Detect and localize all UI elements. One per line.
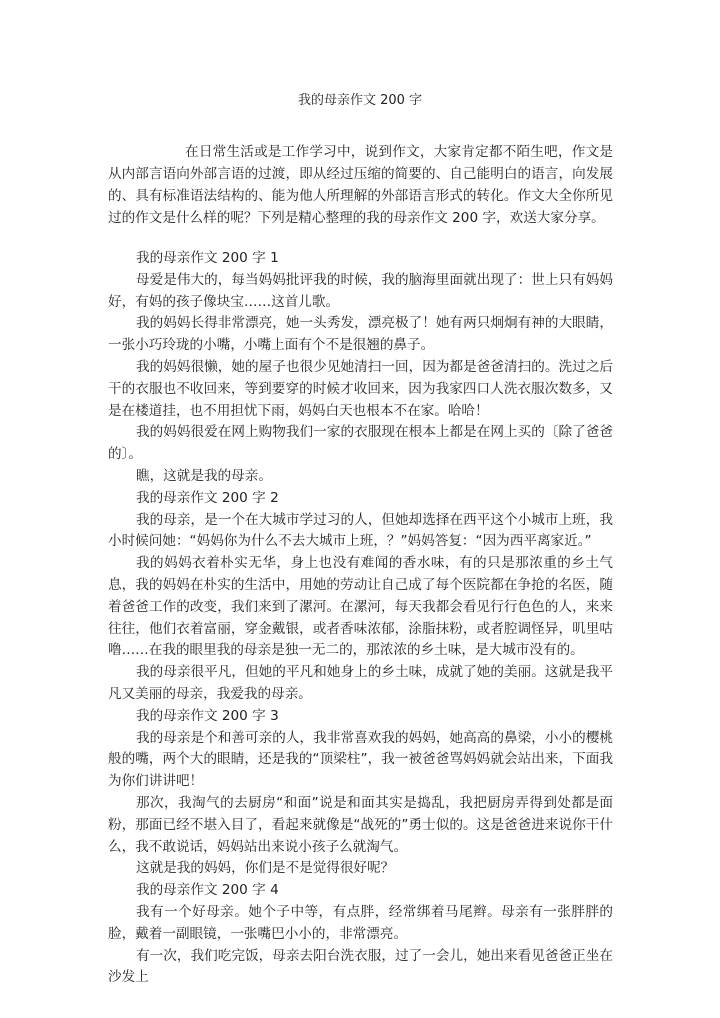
paragraph: 我的母亲是个和善可亲的人，我非常喜欢我的妈妈，她高高的鼻梁，小小的樱桃般的嘴，两个大的眼睛，还是我的“顶梁柱”，我一被爸爸骂妈妈就会站出来，下面我为你们讲讲吧！ (108, 729, 613, 790)
paragraph: 瞧，这就是我的母亲。 (136, 467, 272, 484)
document-title: 我的母亲作文 200 字 (297, 93, 423, 108)
paragraph: 我有一个好母亲。她个子中等，有点胖，经常绑着马尾辫。母亲有一张胖胖的脸，戴着一副眼镜，一张嘴巴小小的，非常漂亮。 (108, 903, 613, 942)
essay-heading: 我的母亲作文 200 字 2 (136, 489, 279, 506)
paragraph: 我的母亲，是一个在大城市学过习的人，但她却选择在西平这个小城市上班，我小时候问她：“妈妈你为什么不去大城市上班，？”妈妈答复：“因为西平离家近。” (108, 511, 613, 550)
paragraph: 我的妈妈长得非常漂亮，她一头秀发，漂亮极了！她有两只炯炯有神的大眼睛，一张小巧玲珑的小嘴，小嘴上面有个不是很翘的鼻子。 (108, 315, 613, 354)
essay-heading: 我的母亲作文 200 字 3 (136, 707, 279, 724)
paragraph: 我的妈妈很爱在网上购物我们一家的衣服现在根本上都是在网上买的〔除了爸爸的〕。 (108, 424, 613, 463)
essay-heading: 我的母亲作文 200 字 4 (136, 882, 279, 899)
paragraph: 有一次，我们吃完饭，母亲去阳台洗衣服，过了一会儿，她出来看见爸爸正坐在沙发上 (108, 947, 613, 986)
paragraph: 我的妈妈很懒，她的屋子也很少见她清扫一回，因为都是爸爸清扫的。洗过之后干的衣服也不收回来，等到要穿的时候才收回来，因为我家四口人洗衣服次数多，又是在楼道挂，也不用担忧下雨，妈妈白天也根本不在家。哈哈！ (108, 358, 613, 419)
paragraph: 这就是我的妈妈，你们是不是觉得很好呢？ (136, 860, 395, 877)
paragraph: 我的母亲很平凡，但她的平凡和她身上的乡土味，成就了她的美丽。这就是我平凡又美丽的母亲，我爱我的母亲。 (108, 664, 613, 702)
paragraph: 那次，我淘气的去厨房“和面”说是和面其实是捣乱，我把厨房弄得到处都是面粉，那面已经不堪入目了，看起来就像是“战死的”勇士似的。这是爸爸进来说你干什么，我不敢说话，妈妈站出来说小孩子么就淘气。 (108, 794, 613, 855)
intro-paragraph: 在日常生活或是工作学习中，说到作文，大家肯定都不陌生吧，作文是从内部言语向外部言语的过渡，即从经过压缩的简要的、自己能明白的语言，向发展的、具有标准语法结构的、能为他人所理解的外部语言形式的转化。作文大全你所见过的作文是什么样的呢？下列是精心整理的我的母亲作文 200 字，欢送大家分享。 (108, 144, 613, 226)
essay-content (108, 248, 613, 989)
essay-heading: 我的母亲作文 200 字 1 (136, 250, 279, 266)
paragraph: 我的妈妈衣着朴实无华，身上也没有难闻的香水味，有的只是那浓重的乡土气息，我的妈妈在朴实的生活中，用她的劳动让自己成了每个医院都在争抢的名医，随着爸爸工作的改变，我们来到了漯河。在漯河，每天我都会看见行行色色的人，来来往往，他们衣着富丽，穿金戴银，或者香味浓郁，涂脂抹粉，或者腔调怪异，叽里咕噜……在我的眼里我的母亲是独一无二的，那浓浓的乡土味，是大城市没有的。 (108, 555, 613, 659)
paragraph: 母爱是伟大的，每当妈妈批评我的时候，我的脑海里面就出现了：世上只有妈妈好，有妈的孩子像块宝……这首儿歌。 (108, 271, 613, 310)
